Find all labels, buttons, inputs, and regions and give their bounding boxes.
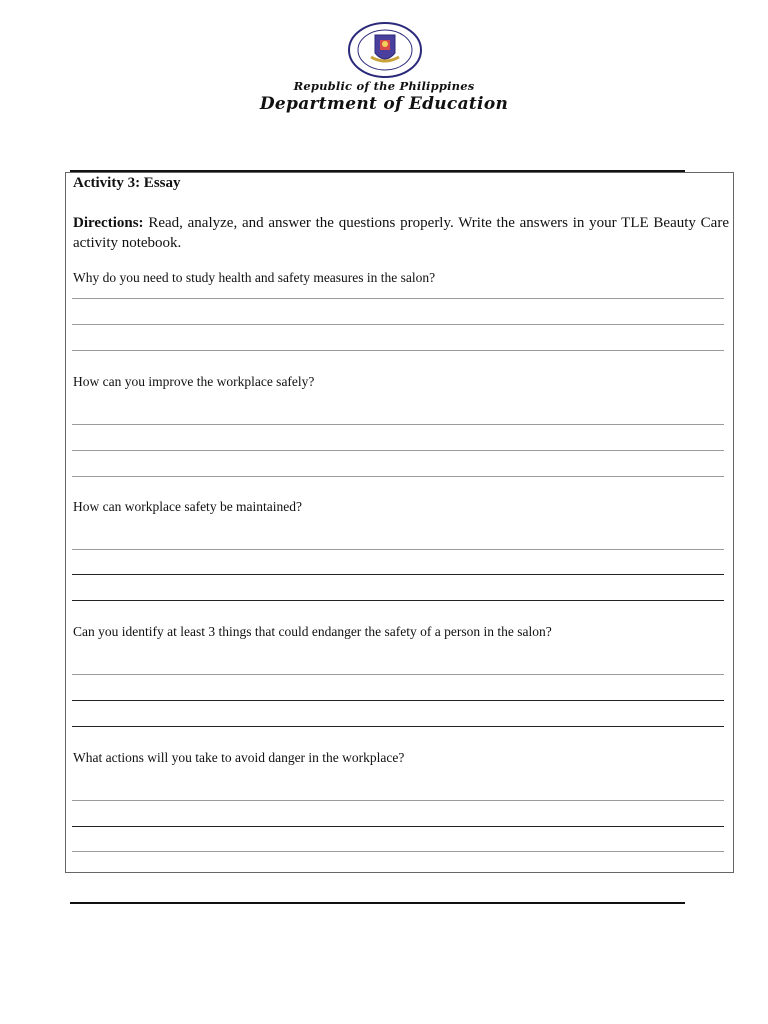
answer-line — [72, 600, 724, 601]
directions-text: Read, analyze, and answer the questions properly. Write the answers in your TLE Beauty Care activity notebook. — [73, 215, 729, 251]
answer-line — [72, 826, 724, 827]
activity-title: Activity 3: Essay — [73, 175, 181, 191]
answer-line — [72, 674, 724, 675]
answer-line — [72, 700, 724, 701]
directions — [73, 213, 729, 253]
department-heading: Department of Education — [259, 94, 509, 114]
answer-line — [72, 324, 724, 325]
answer-line — [72, 549, 724, 550]
answer-line — [72, 574, 724, 575]
deped-seal-logo — [347, 21, 423, 79]
answer-line — [72, 298, 724, 299]
question-2: How can you improve the workplace safely? — [73, 374, 315, 389]
answer-line — [72, 851, 724, 852]
directions-label: Directions: — [73, 215, 144, 231]
bottom-rule — [70, 902, 685, 904]
republic-heading: Republic of the Philippines — [293, 79, 475, 93]
answer-line — [72, 726, 724, 727]
answer-line — [72, 450, 724, 451]
question-5: What actions will you take to avoid danger in the workplace? — [73, 750, 405, 765]
question-4: Can you identify at least 3 things that could endanger the safety of a person in the salon? — [73, 624, 552, 639]
answer-line — [72, 800, 724, 801]
answer-line — [72, 424, 724, 425]
answer-line — [72, 350, 724, 351]
question-3: How can workplace safety be maintained? — [73, 499, 303, 514]
question-1: Why do you need to study health and safety measures in the salon? — [73, 270, 436, 285]
answer-line — [72, 476, 724, 477]
